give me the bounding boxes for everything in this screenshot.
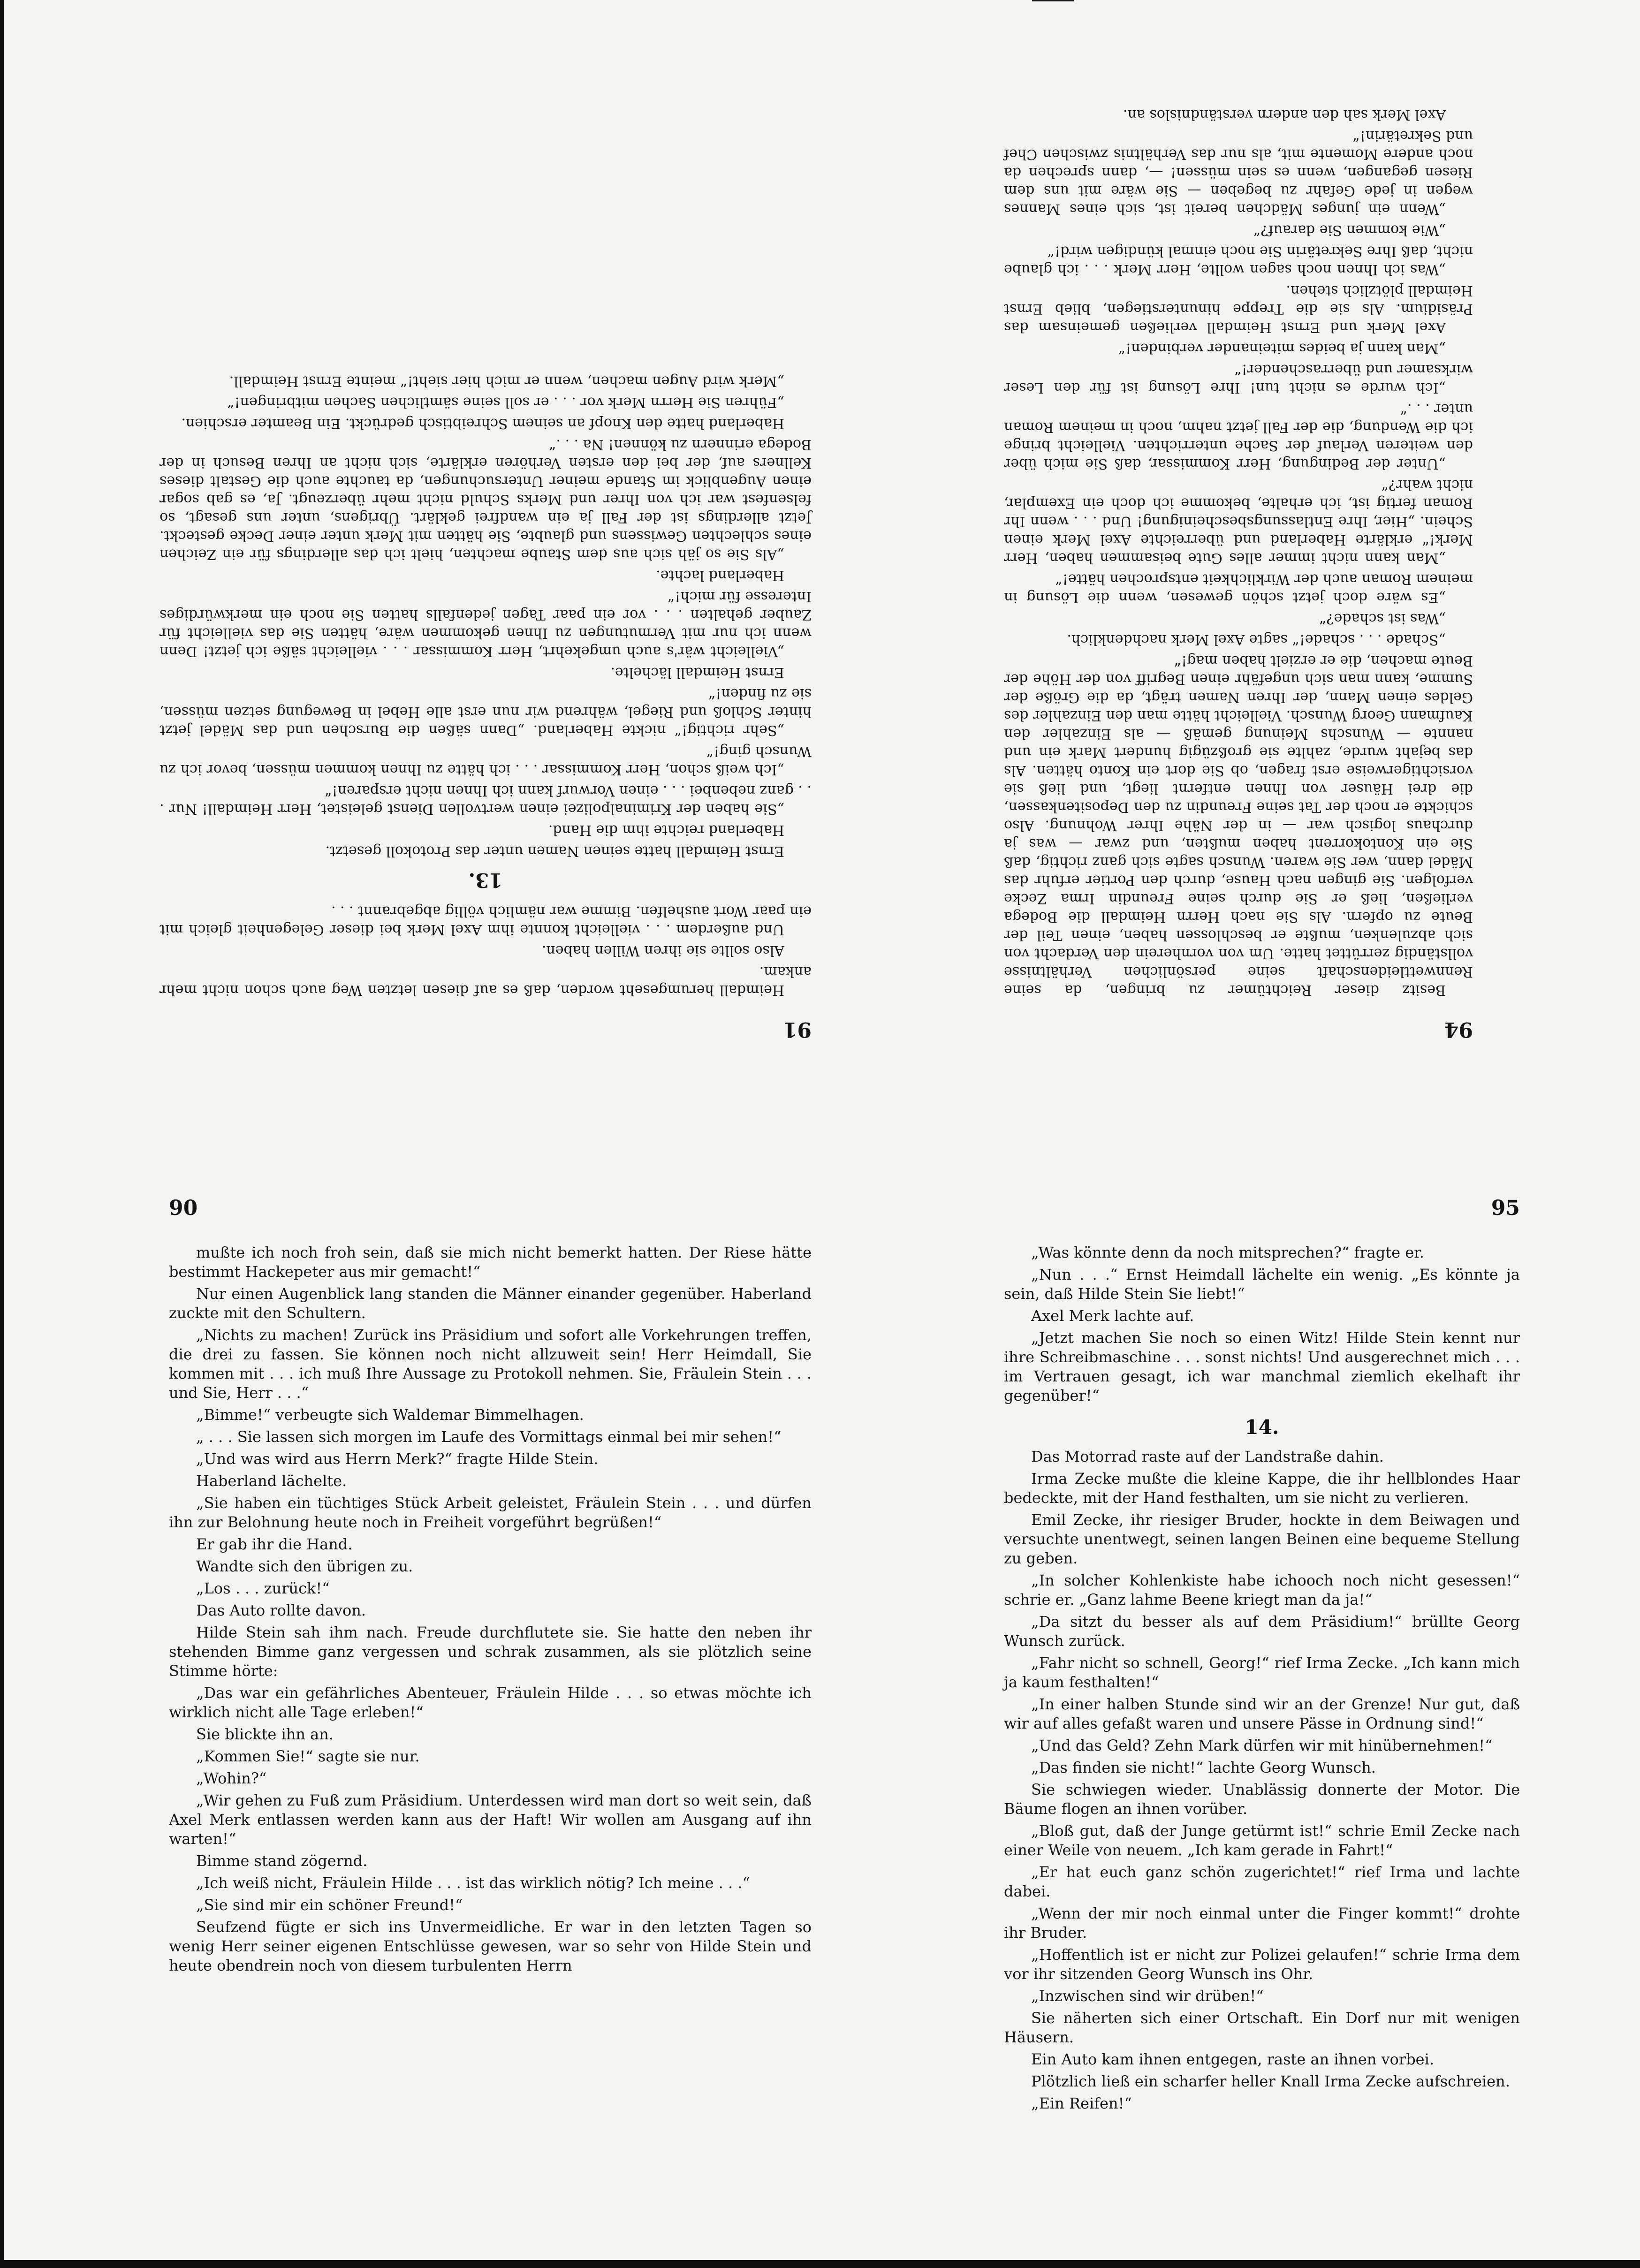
- paragraph: „Kommen Sie!“ sagte sie nur.: [196, 1747, 420, 1765]
- paragraph: „Das finden sie nicht!“ lachte Georg Wunsch.: [1031, 1759, 1376, 1776]
- paragraph: „Sie haben der Kriminalpolizei einen wertvollen Dienst geleistet, Herr Heimdall! Nur . . . ganz nebenbei . . . einen Vorwurf kann ich Ihnen nicht ersparen!“: [159, 782, 812, 817]
- paragraph: „Nun . . .“ Ernst Heimdall lächelte ein wenig. „Es könnte ja sein, daß Hilde Stein Sie liebt!“: [1004, 1266, 1520, 1303]
- paragraph: Haberland lachte.: [656, 567, 784, 584]
- paragraph: „Was ich Ihnen noch sagen wollte, Herr Merk . . . ich glaube nicht, daß Ihre Sekretärin Sie noch einmal kündigen wird!“: [1004, 243, 1473, 278]
- paragraph: „Sie haben ein tüchtiges Stück Arbeit geleistet, Fräulein Stein . . . und dürfen ihn zur Belohnung heute noch in Freiheit vorgeführt begrüßen!“: [169, 1494, 812, 1531]
- paragraph: „Bimme!“ verbeugte sich Waldemar Bimmelhagen.: [196, 1406, 584, 1424]
- paragraph: Nur einen Augenblick lang standen die Männer einander gegenüber. Haberland zuckte mit den Schultern.: [169, 1285, 812, 1322]
- paragraph: Haberland hatte den Knopf an seinem Schreibtisch gedrückt. Ein Beamter erschien.: [181, 415, 784, 432]
- cut-mark: [1032, 0, 1074, 1]
- paragraph: Sie schwiegen wieder. Unablässig donnerte der Motor. Die Bäume flogen an ihnen vorüber.: [1004, 1781, 1520, 1818]
- paragraph: Also sollte sie ihren Willen haben.: [541, 942, 784, 959]
- paragraph: „Nichts zu machen! Zurück ins Präsidium und sofort alle Vorkehrungen treffen, die drei zu fassen. Sie können noch nicht allzuweit sein! Herr Heimdall, Sie kommen mit . . . ich muß Ihre Aussage zu Protokoll nehmen. Sie, Fräulein Stein . . . und Sie, Herr . . .“: [169, 1326, 812, 1402]
- paragraph: „Da sitzt du besser als auf dem Präsidium!“ brüllte Georg Wunsch zurück.: [1004, 1613, 1520, 1650]
- paragraph: „Los . . . zurück!“: [196, 1579, 330, 1597]
- paragraph: „Fahr nicht so schnell, Georg!“ rief Irma Zecke. „Ich kann mich ja kaum festhalten!“: [1004, 1654, 1520, 1691]
- paragraph: „Er hat euch ganz schön zugerichtet!“ rief Irma und lachte dabei.: [1004, 1863, 1520, 1900]
- paragraph: „Hoffentlich ist er nicht zur Polizei gelaufen!“ schrie Irma dem vor ihr sitzenden Georg Wunsch ins Ohr.: [1004, 1946, 1520, 1983]
- paragraph: Plötzlich ließ ein scharfer heller Knall Irma Zecke aufschreien.: [1031, 2072, 1510, 2090]
- page-number: 95: [1491, 1196, 1520, 1220]
- paragraph: Hilde Stein sah ihm nach. Freude durchflutete sie. Sie hatte den neben ihr stehenden Bimme ganz vergessen und schrak zusammen, als sie plötzlich seine Stimme hörte:: [169, 1623, 812, 1680]
- paragraph: „Ein Reifen!“: [1031, 2094, 1132, 2112]
- paragraph: Haberland reichte ihm die Hand.: [548, 822, 784, 838]
- paragraph: „Wie kommen Sie darauf?“: [1253, 222, 1446, 238]
- paragraph: Das Motorrad raste auf der Landstraße dahin.: [1031, 1448, 1384, 1465]
- paragraph: Bimme stand zögernd.: [196, 1852, 368, 1870]
- paragraph: „Merk wird Augen machen, wenn er mich hier sieht!“ meinte Ernst Heimdall.: [229, 373, 784, 389]
- page-94: [1004, 106, 1473, 1041]
- paragraph: „Sehr richtig!“ nickte Haberland. „Dann säßen die Burschen und das Mädel jetzt hinter Schloß und Riegel, während wir nun erst alle Hebel in Bewegung setzen müssen, sie zu finden!“: [159, 685, 812, 738]
- paragraph: „Unter der Bedingung, Herr Kommissar, daß Sie mich über den weiteren Verlauf der Sache unterrichten. Vielleicht bringe ich die Wendung, die der Fall jetzt nahm, noch in meinem Roman unter . . .“: [1004, 401, 1473, 472]
- chapter-heading: 14.: [1245, 1416, 1279, 1439]
- paragraph: mußte ich noch froh sein, daß sie mich nicht bemerkt hatten. Der Riese hätte bestimmt Hackepeter aus mir gemacht!“: [169, 1244, 812, 1281]
- paragraph: Axel Merk sah den andern verständnislos an.: [1123, 106, 1446, 123]
- page-text: [159, 369, 812, 999]
- paragraph: Irma Zecke mußte die kleine Kappe, die ihr hellblondes Haar bedeckte, mit der Hand festhalten, um sie nicht zu verlieren.: [1004, 1470, 1520, 1507]
- page-91: [159, 150, 812, 1041]
- paragraph: Wandte sich den übrigen zu.: [196, 1557, 413, 1575]
- paragraph: Sie blickte ihn an.: [196, 1725, 334, 1743]
- paragraph: „Und das Geld? Zehn Mark dürfen wir mit hinübernehmen!“: [1031, 1737, 1493, 1754]
- page-number: 91: [782, 1017, 812, 1041]
- paragraph: „Ich wurde es nicht tun! Ihre Lösung ist für den Leser wirksamer und überraschender!“: [1004, 361, 1473, 396]
- paragraph: „Ich weiß nicht, Fräulein Hilde . . . ist das wirklich nötig? Ich meine . . .“: [196, 1874, 750, 1892]
- paragraph: Ernst Heimdall lächelte.: [610, 664, 784, 681]
- page-text: [1004, 103, 1473, 999]
- chapter-heading: 13.: [468, 869, 503, 892]
- paragraph: „Als Sie so jäh sich aus dem Staube machten, hielt ich das allerdings für ein Zeichen eines schlechten Gewissens und glaubte, Sie hätten mit Merk unter einer Decke gesteckt. Jetzt allerdings ist der Fall ja ein wandfrei geklärt. Übrigens, unter uns gesagt, so felsenfest war ich von Ihrer und Merks Schuld nicht mehr überzeugt. Ja, es gab sogar einen Augenblick im Stande meiner Untersuchungen, da tauchte auch die Gestalt dieses Kellners auf, der bei den ersten Verhören erklärte, sich nicht an Ihren Besuch in der Bodega erinnern zu können! Na . . .“: [159, 436, 812, 562]
- paragraph: Haberland lächelte.: [196, 1472, 347, 1490]
- paragraph: „Führen Sie Herrn Merk vor . . . er soll seine sämtlichen Sachen mitbringen!“: [227, 394, 784, 410]
- paragraph: Emil Zecke, ihr riesiger Bruder, hockte in dem Beiwagen und versuchte unentwegt, seinen langen Beinen eine bequeme Stellung zu geben.: [1004, 1511, 1520, 1567]
- paragraph: „Vielleicht wär's auch umgekehrt, Herr Kommissar . . . vielleicht säße ich jetzt! Denn wenn ich nur mit Vermutungen zu Ihnen gekommen wäre, hätten Sie das vielleicht für Zauber gehalten . . . vor ein paar Tagen jedenfalls hatten Sie noch ein merkwürdiges Interesse für mich!“: [159, 588, 812, 660]
- paragraph: Seufzend fügte er sich ins Unvermeidliche. Er war in den letzten Tagen so wenig Herr seiner eigenen Entschlüsse gewesen, war so sehr von Hilde Stein und heute obendrein noch von diesem turbulenten Herrn: [169, 1918, 812, 1974]
- paragraph: „Es wäre doch jetzt schön gewesen, wenn die Lösung in meinem Roman auch der Wirklichkeit entsprochen hätte!“: [1004, 571, 1473, 606]
- page-number: 90: [169, 1196, 198, 1220]
- paragraph: „Was könnte denn da noch mitsprechen?“ fragte er.: [1031, 1244, 1425, 1261]
- page-text: [1004, 1243, 1520, 2116]
- page-95: [1004, 1196, 1520, 2134]
- paragraph: Ernst Heimdall hatte seinen Namen unter das Protokoll gesetzt.: [325, 843, 784, 859]
- page-number: 94: [1444, 1017, 1473, 1041]
- paragraph: „Bloß gut, daß der Junge getürmt ist!“ schrie Emil Zecke nach einer Weile von neuem. „Ich kam gerade in Fahrt!“: [1004, 1822, 1520, 1859]
- paragraph: Axel Merk lachte auf.: [1031, 1307, 1194, 1325]
- paragraph: Er gab ihr die Hand.: [196, 1535, 353, 1553]
- paragraph: „In einer halben Stunde sind wir an der Grenze! Nur gut, daß wir auf alles gefaßt waren und unsere Pässe in Ordnung sind!“: [1004, 1695, 1520, 1732]
- paragraph: „Schade . . . schade!“ sagte Axel Merk nachdenklich.: [1067, 631, 1446, 648]
- paragraph: Sie näherten sich einer Ortschaft. Ein Dorf nur mit wenigen Häusern.: [1004, 2009, 1520, 2046]
- paragraph: „In solcher Kohlenkiste habe ichooch noch nicht gesessen!“ schrie er. „Ganz lahme Beene kriegt man da ja!“: [1004, 1571, 1520, 1608]
- paragraph: Das Auto rollte davon.: [196, 1601, 366, 1619]
- paragraph: „Wohin?“: [196, 1769, 267, 1787]
- scan-edge-bottom: [0, 2260, 1640, 2268]
- paragraph: „Jetzt machen Sie noch so einen Witz! Hilde Stein kennt nur ihre Schreibmaschine . . . sonst nichts! Und ausgerechnet mich . . . im Vertrauen gesagt, ich war manchmal ziemlich ekelhaft ihr gegenüber!“: [1004, 1329, 1520, 1404]
- paragraph: „Was ist schade?“: [1319, 610, 1446, 627]
- paragraph: „Man kann ja beides miteinander verbinden!“: [1118, 340, 1446, 357]
- page-90: [169, 1196, 812, 2134]
- scan-edge-left: [0, 0, 4, 2268]
- paragraph: „ . . . Sie lassen sich morgen im Laufe des Vormittags einmal bei mir sehen!“: [196, 1428, 782, 1446]
- page-text: [169, 1243, 812, 1978]
- paragraph: „Ich weiß schon, Herr Kommissar . . . ich hätte zu Ihnen kommen müssen, bevor ich zu Wunsch ging!“: [159, 743, 812, 778]
- paragraph: „Sie sind mir ein schöner Freund!“: [196, 1896, 463, 1914]
- paragraph: „Wir gehen zu Fuß zum Präsidium. Unterdessen wird man dort so weit sein, daß Axel Merk entlassen werden kann aus der Haft! Wir wollen am Ausgang auf ihn warten!“: [169, 1791, 812, 1848]
- paragraph: Besitz dieser Reichtümer zu bringen, da seine Rennwettleidenschaft seine persönlichen Verhältnisse vollständig zerrüttet hatte. Um von vornherein den Verdacht von sich abzulenken, mußte er beschlossen haben, einen Teil der Beute zu opfern. Als Sie nach Herrn Heimdall die Bodega verließen, ließ er Sie durch seine Freundin Irma Zecke verfolgen. Sie gingen nach Hause, durch den Portier erfuhr das Mädel dann, wer Sie waren. Wunsch sagte sich ganz richtig, daß Sie ein Kontokorrent haben mußten, und zwar — was ja durchaus logisch war — in der Nähe Ihrer Wohnung. Also schickte er noch der Tat seine Freundin zu den Depositenkassen, die drei Häuser von Ihnen entfernt liegt, und ließ sie vorsichtigerweise erst fragen, ob Sie dort ein Konto hätten. Als das bejaht wurde, zahlte sie großzügig hundert Mark ein und nannte — Wunschs Meinung gemäß — als Einzahler den Kaufmann Georg Wunsch. Vielleicht hätte man den Einzahler des Geldes einen Mann, der Ihren Namen trägt, da die Größe der Summe, kann man sich ungefähr einen Begriff von der Höhe der Beute machen, die er erzielt haben mag!“: [1004, 652, 1473, 998]
- paragraph: „Wenn der mir noch einmal unter die Finger kommt!“ drohte ihr Bruder.: [1004, 1904, 1520, 1942]
- paragraph: „Wenn ein junges Mädchen bereit ist, sich eines Mannes wegen in jede Gefahr zu begeben — Sie wäre mit uns dem Riesen gegangen, wenn es sein müssen! —, dann sprechen da noch andere Momente mit, als nur das Verhältnis zwischen Chef und Sekretärin!“: [1004, 128, 1473, 217]
- paragraph: Und außerdem . . . vielleicht konnte ihm Axel Merk bei dieser Gelegenheit gleich mit ein paar Wort aushelfen. Bimme war nämlich völlig abgebrannt . . .: [159, 903, 812, 938]
- paragraph: „Inzwischen sind wir drüben!“: [1031, 1987, 1264, 2005]
- paragraph: „Das war ein gefährliches Abenteuer, Fräulein Hilde . . . so etwas möchte ich wirklich nicht alle Tage erleben!“: [169, 1684, 812, 1721]
- paragraph: „Man kann nicht immer alles Gute beisammen haben, Herr Merk!“ erklärte Haberland und überreichte Axel Merk einen Schein. „Hier, Ihre Entlassungsbescheinigung! Und . . . wenn Ihr Roman fertig ist, ich erhalte, bekomme ich doch ein Exemplar, nicht wahr?“: [1004, 477, 1473, 566]
- paragraph: Axel Merk und Ernst Heimdall verließen gemeinsam das Präsidium. Als sie die Treppe hinunterstiegen, blieb Ernst Heimdall plötzlich stehen.: [1004, 282, 1473, 335]
- paragraph: „Und was wird aus Herrn Merk?“ fragte Hilde Stein.: [196, 1450, 599, 1468]
- paragraph: Ein Auto kam ihnen entgegen, raste an ihnen vorbei.: [1031, 2050, 1435, 2068]
- paragraph: Heimdall herumgeseht worden, daß es auf diesen letzten Weg auch schon nicht mehr ankam.: [159, 963, 812, 998]
